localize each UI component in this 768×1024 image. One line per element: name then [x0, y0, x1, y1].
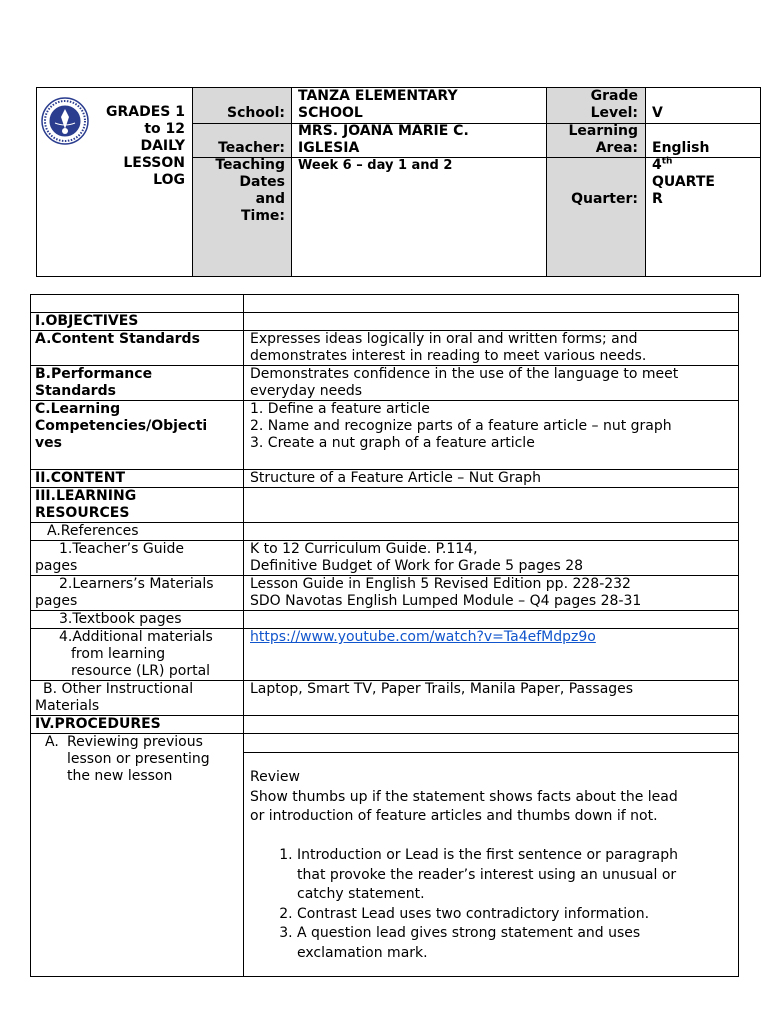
- teachers-guide-label: 1.Teacher’s Guide pages: [31, 541, 244, 576]
- table-row: [31, 523, 739, 541]
- list-item: 1. Introduction or Lead is the first sentence or paragraph that provoke the reader’s interest using an unusual or catchy statement.: [297, 846, 732, 905]
- learning-area-value: English: [652, 140, 710, 156]
- additional-materials-label: 4.Additional materials from learning resource (LR) portal: [31, 629, 244, 681]
- reviewing-content: [244, 753, 739, 977]
- dates-value: Week 6 – day 1 and 2: [298, 158, 453, 173]
- table-row: [31, 611, 739, 629]
- review-heading: Review: [250, 769, 300, 785]
- learning-competencies-value: 1. Define a feature article 2. Name and recognize parts of a feature article – nut graph 3. Create a nut graph of a feature article: [244, 401, 739, 470]
- table-row: [31, 734, 739, 753]
- review-instructions: Show thumbs up if the statement shows facts about the lead or introduction of feature articles and thumbs down if not.: [250, 788, 678, 824]
- objectives-heading: I.OBJECTIVES: [31, 313, 244, 331]
- table-row: [31, 629, 739, 681]
- performance-standards-label: B.Performance Standards: [31, 366, 244, 401]
- performance-standards-value: Demonstrates confidence in the use of the language to meet everyday needs: [244, 366, 739, 401]
- header-table: [36, 87, 761, 277]
- reviewing-label: A. Reviewing previous lesson or presenting the new lesson: [31, 734, 244, 977]
- review-statements-list: [250, 846, 732, 963]
- procedures-heading: IV.PROCEDURES: [31, 716, 244, 734]
- additional-materials-value: [244, 629, 739, 681]
- list-item: 2. Contrast Lead uses two contradictory information.: [297, 905, 732, 925]
- content-standards-value: Expresses ideas logically in oral and written forms; and demonstrates interest in reading to meet various needs.: [244, 331, 739, 366]
- table-row: [31, 488, 739, 523]
- grade-level-label: Grade Level:: [590, 88, 638, 121]
- youtube-link[interactable]: https://www.youtube.com/watch?v=Ta4efMdpz9o: [250, 629, 596, 645]
- teacher-value: MRS. JOANA MARIE C. IGLESIA: [298, 123, 469, 156]
- school-value: TANZA ELEMENTARY SCHOOL: [298, 88, 458, 121]
- learners-materials-value: Lesson Guide in English 5 Revised Edition pp. 228-232 SDO Navotas English Lumped Module – Q4 pages 28-31: [244, 576, 739, 611]
- content-value: Structure of a Feature Article – Nut Graph: [244, 470, 739, 488]
- teacher-label: Teacher:: [218, 140, 285, 156]
- learners-materials-label: 2.Learners’s Materials pages: [31, 576, 244, 611]
- grade-level-value: V: [652, 105, 663, 121]
- other-materials-value: Laptop, Smart TV, Paper Trails, Manila Paper, Passages: [244, 681, 739, 716]
- school-label: School:: [227, 105, 285, 121]
- learning-area-label: Learning Area:: [568, 123, 638, 156]
- table-row: [31, 716, 739, 734]
- quarter-label: Quarter:: [571, 191, 638, 207]
- content-label: II.CONTENT: [31, 470, 244, 488]
- learning-resources-heading: III.LEARNING RESOURCES: [31, 488, 244, 523]
- list-item: 3. A question lead gives strong statement and uses exclamation mark.: [297, 924, 732, 963]
- textbook-pages-label: 3.Textbook pages: [31, 611, 244, 629]
- table-row: [31, 401, 739, 470]
- deped-seal-icon: [41, 97, 89, 145]
- table-row: [31, 541, 739, 576]
- table-row: [31, 331, 739, 366]
- table-row: [31, 681, 739, 716]
- dll-title: GRADES 1 to 12 DAILY LESSON LOG: [106, 104, 185, 188]
- table-row: [31, 313, 739, 331]
- teachers-guide-value: K to 12 Curriculum Guide. P.114, Definitive Budget of Work for Grade 5 pages 28: [244, 541, 739, 576]
- references-label: A.References: [31, 523, 244, 541]
- table-row: [31, 576, 739, 611]
- dates-label: Teaching Dates and Time:: [215, 157, 285, 224]
- other-materials-label: B. Other Instructional Materials: [31, 681, 244, 716]
- table-row: [31, 470, 739, 488]
- learning-competencies-label: C.Learning Competencies/Objecti ves: [31, 401, 244, 470]
- content-standards-label: A.Content Standards: [31, 331, 244, 366]
- lesson-log-table: [30, 294, 739, 977]
- quarter-value: 4th QUARTE R: [652, 156, 715, 207]
- table-row: [31, 295, 739, 313]
- table-row: [31, 366, 739, 401]
